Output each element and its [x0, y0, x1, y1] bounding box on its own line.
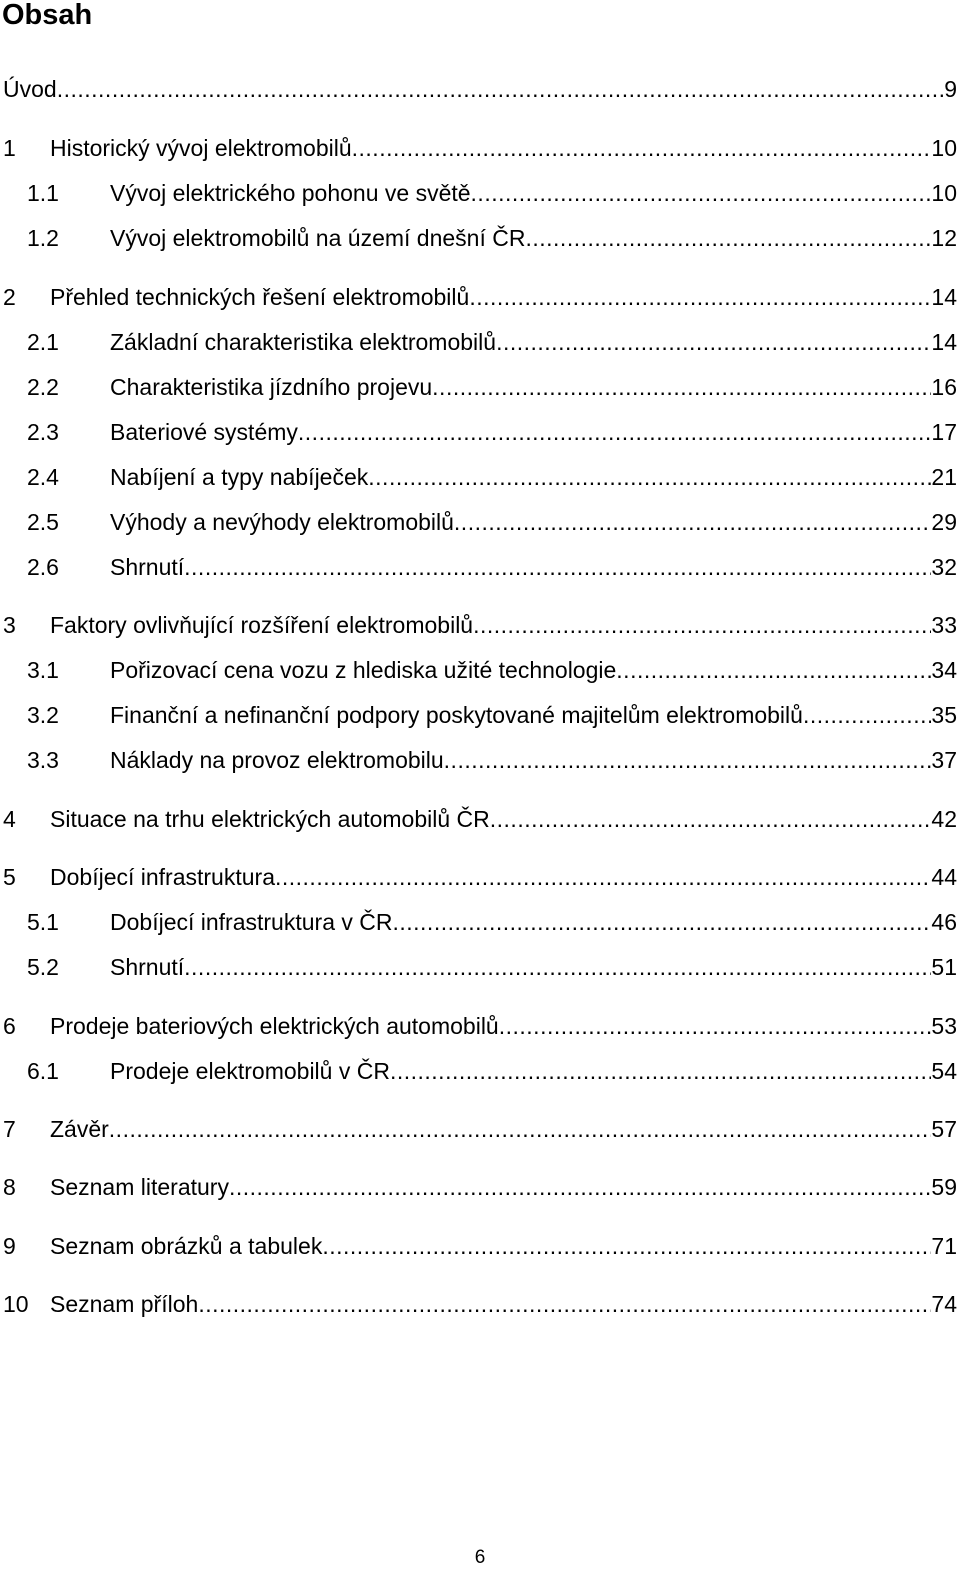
toc-leader-dots [275, 861, 931, 893]
toc-entry-label: Bateriové systémy [110, 419, 298, 445]
toc-entry-label: Prodeje elektromobilů v ČR [110, 1058, 390, 1084]
toc-entry-label: Základní charakteristika elektromobilů [110, 329, 497, 355]
toc-entry[interactable] [0, 1055, 957, 1087]
toc-entry-line [50, 1010, 957, 1042]
toc-entry-label: Situace na trhu elektrických automobilů ČR [50, 806, 490, 832]
toc-entry-number: 8 [3, 1174, 16, 1200]
toc-leader-dots [184, 951, 931, 983]
toc-entry-label: Výhody a nevýhody elektromobilů [110, 509, 454, 535]
toc-entry-label: Faktory ovlivňující rozšíření elektromobilů [50, 612, 474, 638]
page-number: 6 [474, 1547, 486, 1568]
toc-entry[interactable] [0, 551, 957, 583]
toc-entry-page: 16 [931, 374, 957, 400]
toc-entry-page: 37 [931, 747, 957, 773]
toc-entry-label: Dobíjecí infrastruktura [50, 864, 275, 890]
toc-leader-dots [392, 906, 931, 938]
toc-leader-dots [352, 132, 932, 164]
toc-leader-dots [525, 222, 931, 254]
toc-entry-line [110, 326, 957, 358]
toc-leader-dots [803, 699, 931, 731]
toc-entry-number: 5.2 [27, 954, 59, 980]
toc-entry-number: 9 [3, 1233, 16, 1259]
toc-entry-label: Nabíjení a typy nabíječek [110, 464, 369, 490]
page-title: Obsah [2, 0, 93, 31]
toc-entry-label: Náklady na provoz elektromobilu [110, 747, 444, 773]
toc-entry-page: 14 [931, 329, 957, 355]
toc-entry[interactable] [0, 416, 957, 448]
toc-entry[interactable] [0, 222, 957, 254]
toc-entry[interactable] [0, 281, 957, 313]
toc-entry-label: Shrnutí [110, 554, 185, 580]
toc-entry-line [50, 132, 957, 164]
toc-entry-label: Seznam příloh [50, 1291, 199, 1317]
toc-entry-line [110, 506, 957, 538]
toc-entry-label: Prodeje bateriových elektrických automobilů [50, 1013, 499, 1039]
toc-entry-line [50, 1113, 957, 1145]
toc-entry-line [110, 416, 957, 448]
toc-entry-label: Dobíjecí infrastruktura v ČR [110, 909, 393, 935]
toc-entry[interactable] [0, 177, 957, 209]
toc-entry-page: 71 [931, 1233, 957, 1259]
toc-entry-number: 10 [3, 1291, 29, 1317]
toc-entry-label: Charakteristika jízdního projevu [110, 374, 433, 400]
toc-entry[interactable] [0, 803, 957, 835]
toc-entry-number: 2.4 [27, 464, 59, 490]
toc-entry-number: 3.2 [27, 702, 59, 728]
toc-entry-page: 12 [931, 225, 957, 251]
toc-leader-dots [198, 1288, 931, 1320]
toc-entry-page: 51 [931, 954, 957, 980]
toc-entry-number: 7 [3, 1116, 16, 1142]
toc-entry-number: 1.2 [27, 225, 59, 251]
toc-entry[interactable] [0, 132, 957, 164]
toc-entry-number: 3 [3, 612, 16, 638]
toc-entry-line [110, 371, 957, 403]
toc-entry[interactable] [0, 326, 957, 358]
toc-leader-dots [368, 461, 931, 493]
toc-entry-page: 54 [931, 1058, 957, 1084]
toc-entry-page: 59 [931, 1174, 957, 1200]
toc-leader-dots [496, 326, 931, 358]
toc-entry-number: 2.1 [27, 329, 59, 355]
toc-entry[interactable] [0, 1171, 957, 1203]
toc-leader-dots [322, 1230, 931, 1262]
toc-leader-dots [432, 371, 931, 403]
toc-entry-line [110, 744, 957, 776]
toc-entry-line [50, 803, 957, 835]
toc-entry-line [110, 177, 957, 209]
toc-entry-line [110, 551, 957, 583]
toc-entry-number: 3.3 [27, 747, 59, 773]
toc-entry-line [110, 461, 957, 493]
toc-entry-page: 35 [931, 702, 957, 728]
toc-leader-dots [229, 1171, 931, 1203]
toc-entry-page: 74 [931, 1291, 957, 1317]
toc-entry-number: 4 [3, 806, 16, 832]
toc-entry-number: 3.1 [27, 657, 59, 683]
toc-entry[interactable] [0, 654, 957, 686]
toc-entry-label: Závěr [50, 1116, 109, 1142]
toc-leader-dots [471, 177, 932, 209]
toc-leader-dots [616, 654, 931, 686]
toc-entry-line [50, 861, 957, 893]
toc-entry[interactable] [0, 461, 957, 493]
toc-entry-label: Vývoj elektrického pohonu ve světě [110, 180, 471, 206]
toc-entry-label: Seznam literatury [50, 1174, 229, 1200]
toc-entry-page: 17 [931, 419, 957, 445]
toc-entry[interactable] [0, 861, 957, 893]
toc-entry-line [50, 1288, 957, 1320]
toc-entry-number: 2.2 [27, 374, 59, 400]
toc-entry-line [110, 1055, 957, 1087]
toc-entry-line [110, 222, 957, 254]
toc-entry[interactable] [0, 73, 957, 105]
toc-entry[interactable] [0, 609, 957, 641]
toc-entry[interactable] [0, 1113, 957, 1145]
toc-entry-label: Finanční a nefinanční podpory poskytované majitelům elektromobilů [110, 702, 803, 728]
toc-leader-dots [454, 506, 931, 538]
toc-entry-page: 44 [931, 864, 957, 890]
toc-entry-number: 1.1 [27, 180, 59, 206]
toc-entry[interactable] [0, 951, 957, 983]
toc-entry-number: 1 [3, 135, 16, 161]
toc-entry-line [110, 951, 957, 983]
toc-leader-dots [469, 281, 931, 313]
toc-leader-dots [109, 1113, 932, 1145]
toc-entry-page: 9 [944, 76, 957, 102]
toc-entry-label: Vývoj elektromobilů na území dnešní ČR [110, 225, 526, 251]
toc-entry-number: 2 [3, 284, 16, 310]
toc-entry-label: Shrnutí [110, 954, 185, 980]
toc-entry-page: 53 [931, 1013, 957, 1039]
toc-entry-page: 33 [931, 612, 957, 638]
toc-entry-label: Úvod [3, 76, 57, 102]
toc-entry[interactable] [0, 906, 957, 938]
toc-leader-dots [473, 609, 931, 641]
toc-entry-number: 6.1 [27, 1058, 59, 1084]
toc-entry-line [50, 1171, 957, 1203]
toc-entry[interactable] [0, 1288, 957, 1320]
toc-entry-line [3, 73, 957, 105]
toc-entry-page: 34 [931, 657, 957, 683]
toc-entry-page: 14 [931, 284, 957, 310]
toc-entry-line [50, 281, 957, 313]
toc-leader-dots [390, 1055, 931, 1087]
toc-entry-line [50, 1230, 957, 1262]
toc-entry[interactable] [0, 699, 957, 731]
toc-entry[interactable] [0, 1010, 957, 1042]
toc-entry-label: Pořizovací cena vozu z hlediska užité technologie [110, 657, 617, 683]
toc-entry-label: Historický vývoj elektromobilů [50, 135, 352, 161]
toc-entry[interactable] [0, 506, 957, 538]
toc-entry[interactable] [0, 744, 957, 776]
toc-entry-page: 21 [931, 464, 957, 490]
toc-entry-number: 5 [3, 864, 16, 890]
toc-entry-line [110, 654, 957, 686]
toc-entry-line [50, 609, 957, 641]
toc-entry-page: 10 [931, 180, 957, 206]
toc-entry-label: Seznam obrázků a tabulek [50, 1233, 323, 1259]
toc-leader-dots [298, 416, 932, 448]
toc-entry-number: 2.5 [27, 509, 59, 535]
toc-entry-page: 29 [931, 509, 957, 535]
toc-entry-number: 6 [3, 1013, 16, 1039]
toc-leader-dots [444, 744, 932, 776]
toc-entry-number: 2.3 [27, 419, 59, 445]
toc-entry-number: 5.1 [27, 909, 59, 935]
toc-entry-line [110, 906, 957, 938]
toc-entry-page: 42 [931, 806, 957, 832]
toc-entry-number: 2.6 [27, 554, 59, 580]
toc-leader-dots [499, 1010, 932, 1042]
toc-entry-line [110, 699, 957, 731]
toc-leader-dots [57, 73, 945, 105]
toc-entry-page: 10 [931, 135, 957, 161]
toc-leader-dots [184, 551, 931, 583]
toc-entry[interactable] [0, 1230, 957, 1262]
toc-entry[interactable] [0, 371, 957, 403]
toc-entry-page: 46 [931, 909, 957, 935]
toc-entry-label: Přehled technických řešení elektromobilů [50, 284, 470, 310]
toc-entry-page: 32 [931, 554, 957, 580]
toc-entry-page: 57 [931, 1116, 957, 1142]
toc-leader-dots [490, 803, 932, 835]
